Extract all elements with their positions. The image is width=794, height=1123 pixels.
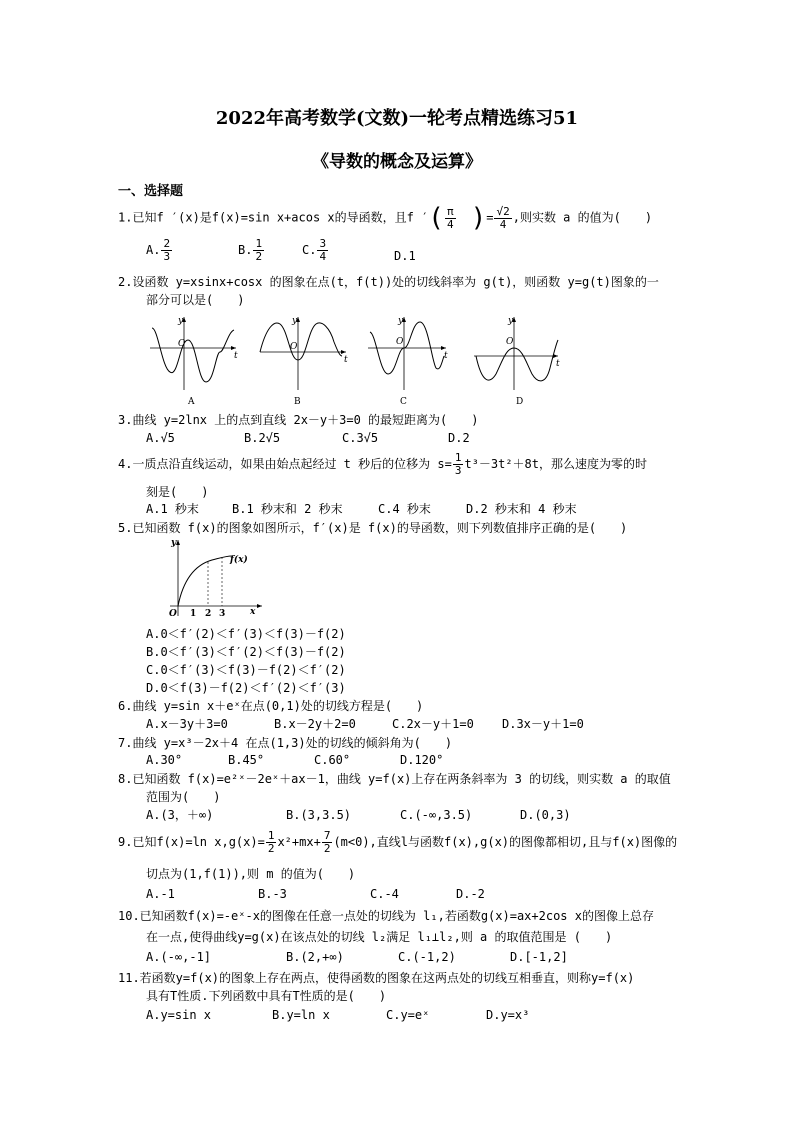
svg-text:O: O [169,609,177,619]
question-5-stem: 5.已知函数 f(x)的图象如图所示，f′(x)是 f(x)的导函数，则下列数值排序正确的是( ) [118,521,628,535]
svg-text:y: y [178,316,184,326]
option: A.0＜f′(2)＜f′(3)＜f(3)－f(2) [146,627,346,641]
option: B.1 秒末和 2 秒末 [232,502,343,516]
option: B.(2,+∞) [286,950,344,964]
option: B.-3 [258,887,287,901]
question-8-line2: 范围为( ) [146,790,221,804]
option: D.0＜f(3)－f(2)＜f′(2)＜f′(3) [146,681,346,695]
svg-text:f(x): f(x) [230,555,248,565]
question-2-line2: 部分可以是( ) [146,293,245,307]
svg-text:D: D [516,397,524,407]
option: C.y=eˣ [386,1008,430,1022]
option: A. $\frac{2}{3}$ [146,237,171,263]
svg-text:A: A [188,397,195,407]
option: D.2 [448,431,470,445]
svg-text:1: 1 [190,609,197,619]
svg-text:O: O [290,342,298,352]
svg-text:2: 2 [205,609,212,619]
question-1-stem: 1.已知f ′(x)是f(x)=sin x+acos x的导函数，且f ′( $\frac{\pi}{4}$ )= $\frac{√2}{4}$ ,则实数 a 的值为( ) [118,203,653,233]
question-3-stem: 3.曲线 y=2lnx 上的点到直线 2x－y＋3=0 的最短距离为( ) [118,413,479,427]
svg-text:y: y [508,316,514,326]
option: C.0＜f′(3)＜f(3)－f(2)＜f′(2) [146,663,346,677]
option: B.0＜f′(3)＜f′(2)＜f(3)－f(2) [146,645,346,659]
question-9-line2: 切点为(1,f(1)),则 m 的值为( ) [146,867,356,881]
q2-graphs [144,312,564,410]
svg-text:C: C [400,397,407,407]
graph-d [474,316,560,407]
option: C.(-1,2) [398,950,456,964]
question-10-line2: 在一点,使得曲线y=g(x)在该点处的切线 l₂满足 l₁⊥l₂,则 a 的取值范围是 ( ) [146,930,613,944]
option: A.(-∞,-1] [146,950,212,964]
option: D.y=x³ [486,1008,530,1022]
option: D.1 [394,249,416,263]
fraction: $\frac{√2}{4}$ [496,204,510,231]
option: B.2√5 [244,431,281,445]
svg-text:3: 3 [219,609,226,619]
option: C. $\frac{3}{4}$ [302,237,327,263]
option: B.y=ln x [272,1008,330,1022]
option: B.x－2y＋2=0 [274,717,356,731]
question-10-line1: 10.已知函数f(x)=-eˣ-x的图像在任意一点处的切线为 l₁,若函数g(x)=ax+2cos x的图像上总存 [118,909,654,923]
option: C.-4 [370,887,399,901]
option: B.(3,3.5) [286,808,352,822]
graph-c [368,316,448,407]
fraction: $\frac{\pi}{4}$ [446,204,454,231]
graph-b [260,316,348,407]
question-6-stem: 6.曲线 y=sin x＋eˣ在点(0,1)处的切线方程是( ) [118,699,424,713]
question-4-line2: 刻是( ) [146,485,209,499]
option: A.x－3y＋3=0 [146,717,228,731]
option: B. $\frac{1}{2}$ [238,237,263,263]
svg-text:y: y [171,538,177,548]
question-4-stem: 4.一质点沿直线运动，如果由始点起经过 t 秒后的位移为 s= $\frac{1}{3}$ t³－3t²＋8t，那么速度为零的时 [118,451,648,477]
option: C.4 秒末 [378,502,431,516]
svg-text:y: y [398,316,404,326]
option: B.45° [228,753,265,767]
svg-text:t: t [234,351,238,361]
svg-text:t: t [444,351,448,361]
option: D.(0,3) [520,808,571,822]
option: A.1 秒末 [146,502,199,516]
graph-a [150,316,238,407]
option: A.30° [146,753,183,767]
option: D.3x－y＋1=0 [502,717,584,731]
option: D.2 秒末和 4 秒末 [466,502,577,516]
option: A.√5 [146,431,175,445]
option: D.120° [400,753,444,767]
page-title: 2022年高考数学(文数)一轮考点精选练习51 [215,108,579,129]
question-8-line1: 8.已知函数 f(x)=e²ˣ－2eˣ＋ax－1，曲线 y=f(x)上存在两条斜率为 3 的切线，则实数 a 的取值 [118,772,671,786]
option: A.(3，＋∞) [146,808,214,822]
q5-graph [162,536,270,620]
svg-text:y: y [292,316,298,326]
svg-text:B: B [294,397,301,407]
page-subtitle: 《导数的概念及运算》 [312,152,482,172]
option: C.2x－y＋1=0 [392,717,474,731]
question-2-line1: 2.设函数 y=xsinx+cosx 的图象在点(t，f(t))处的切线斜率为 g(t)，则函数 y=g(t)图象的一 [118,275,659,289]
question-9-stem: 9.已知f(x)=ln x,g(x)= $\frac{1}{2}$ x²+mx+ $\frac{7}{2}$ (m<0),直线l与函数f(x),g(x)的图像都相切,且与f(x)图像的 [118,829,678,855]
option: C.3√5 [342,431,379,445]
svg-text:O: O [506,337,514,347]
svg-text:t: t [556,359,560,369]
question-11-line2: 具有T性质.下列函数中具有T性质的是( ) [146,989,387,1003]
svg-text:O: O [178,339,186,349]
section-heading: 一、选择题 [118,184,184,199]
option: D.[-1,2] [510,950,568,964]
option: D.-2 [456,887,485,901]
option: C.60° [314,753,351,767]
svg-text:O: O [396,337,404,347]
svg-text:t: t [344,355,348,365]
option: A.y=sin x [146,1008,212,1022]
option: A.-1 [146,887,175,901]
svg-text:x: x [250,607,256,617]
option: C.(-∞,3.5) [400,808,473,822]
question-7-stem: 7.曲线 y=x³－2x＋4 在点(1,3)处的切线的倾斜角为( ) [118,736,453,750]
question-11-line1: 11.若函数y=f(x)的图象上存在两点，使得函数的图象在这两点处的切线互相垂直，则称y=f(x) [118,971,635,985]
